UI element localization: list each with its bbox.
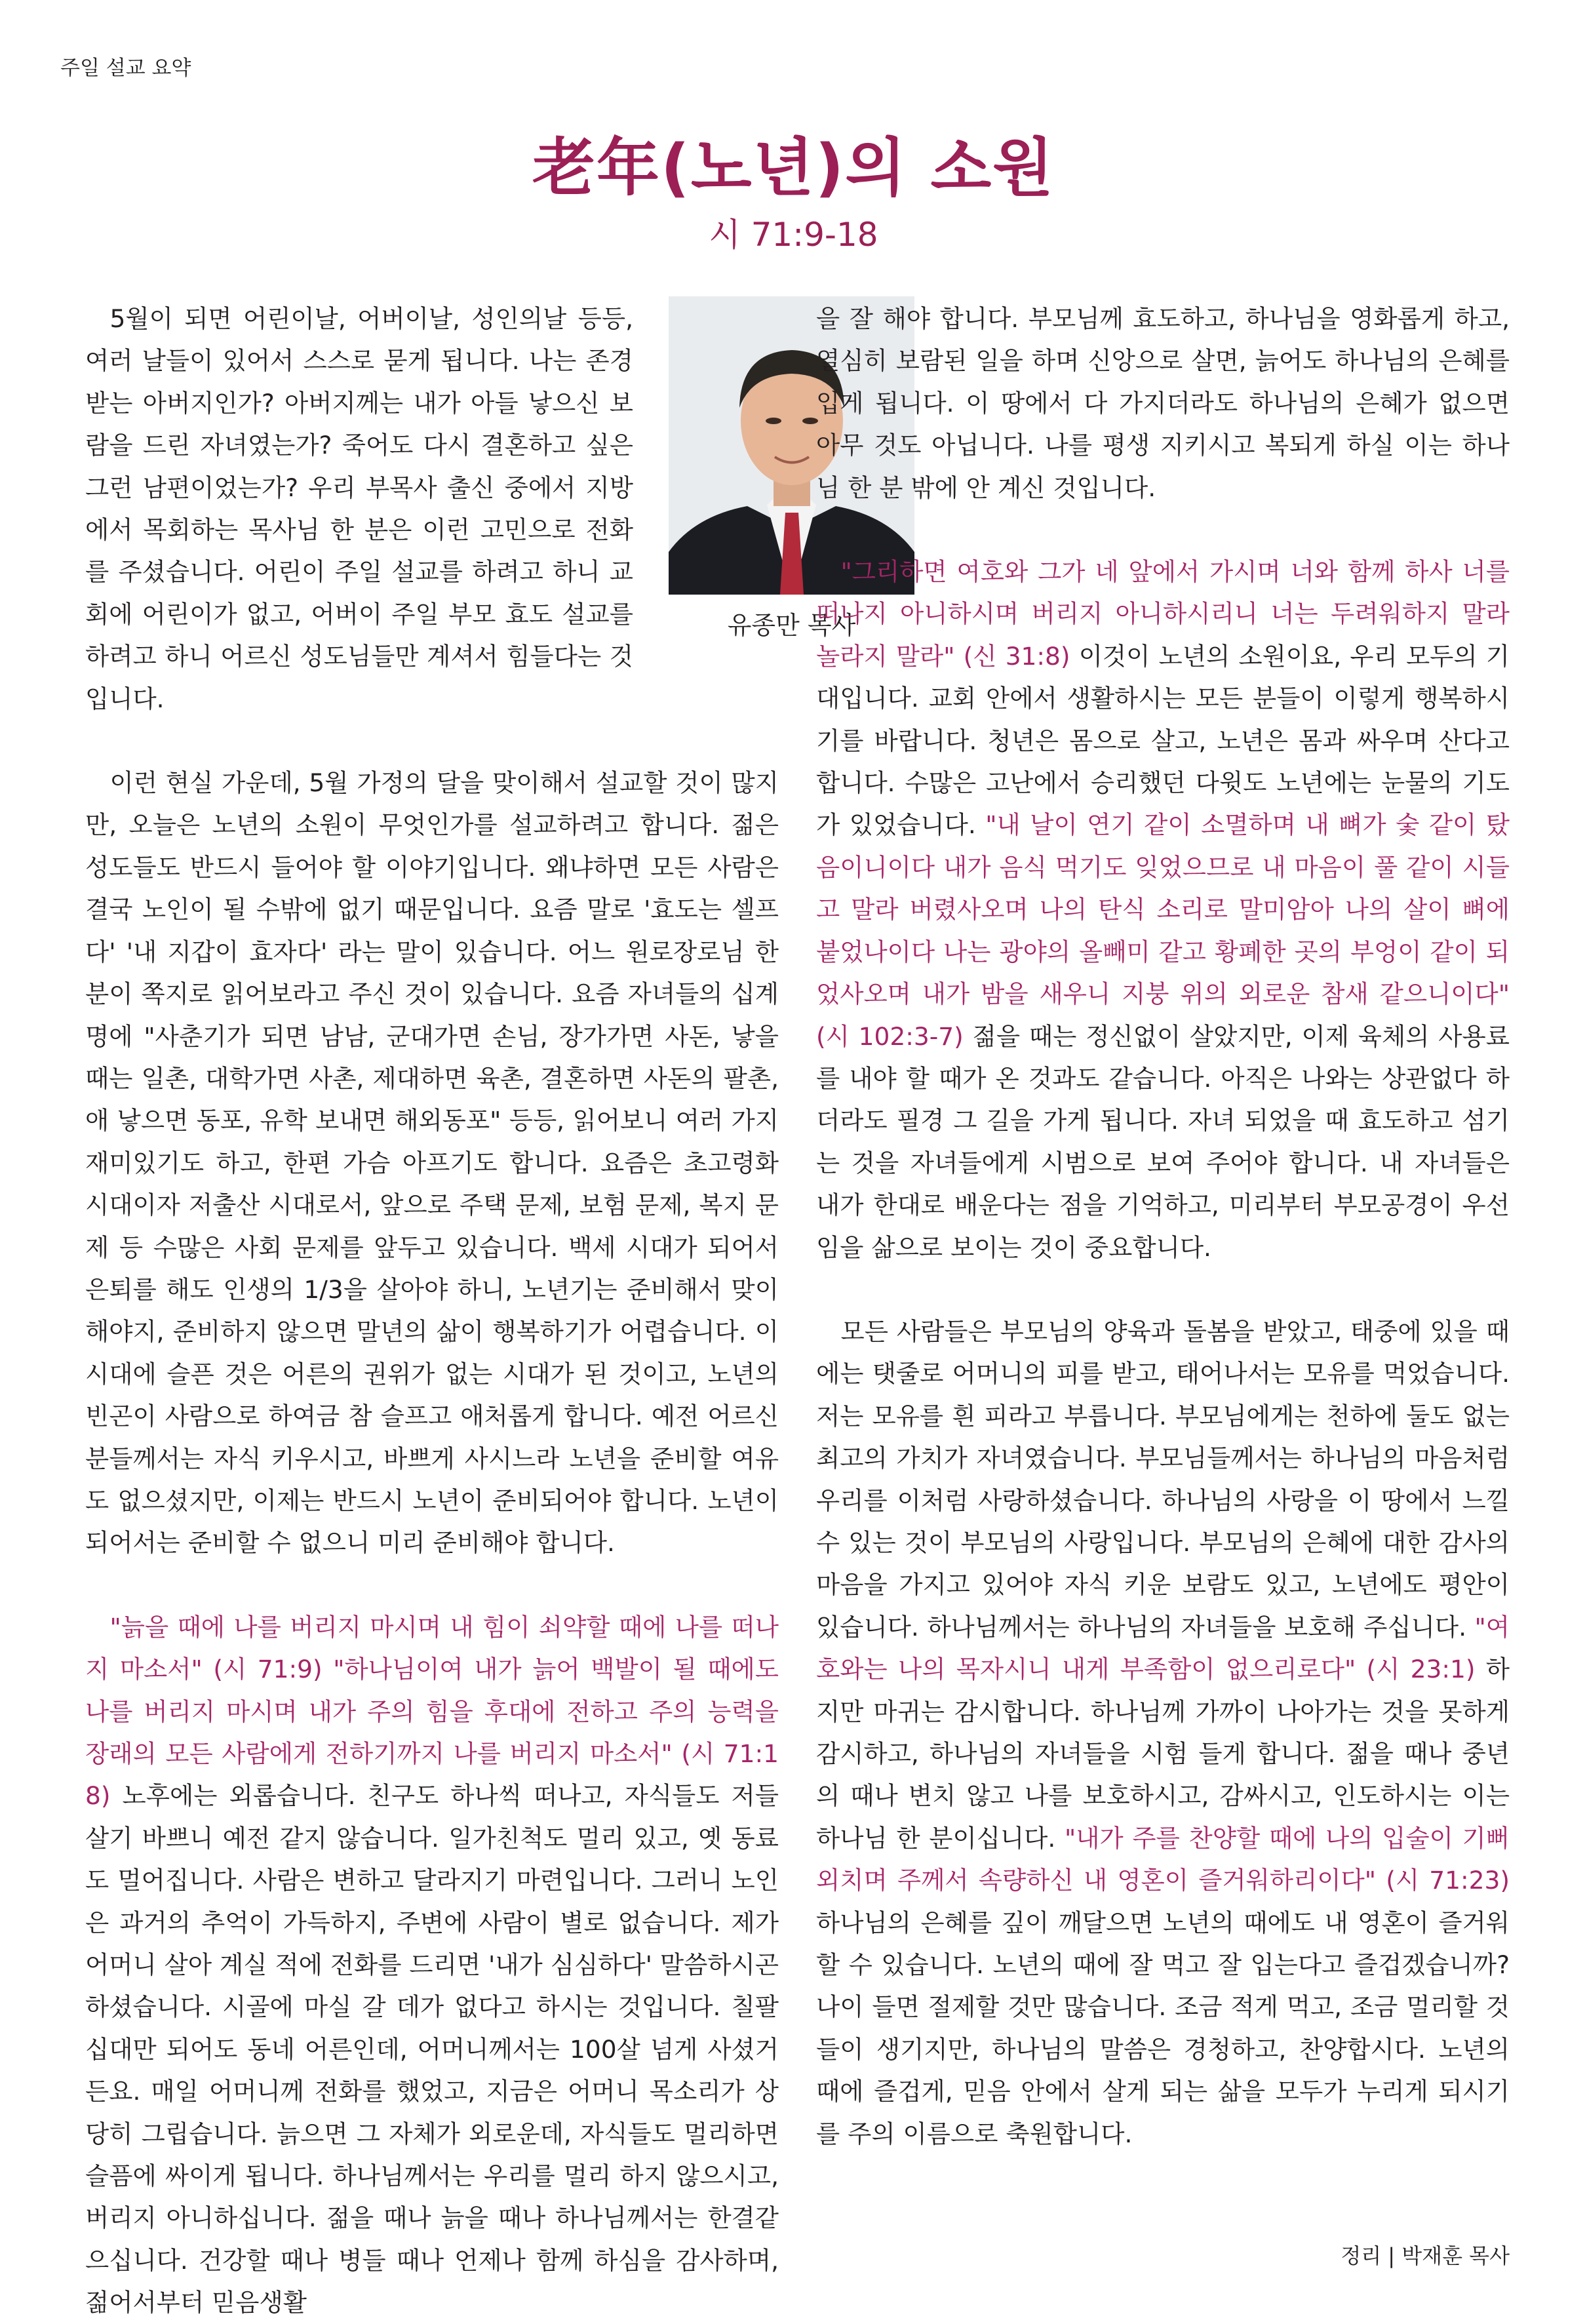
verse-psalm-71-18: "하나님이여 내가 늙어 백발이 될 때에도 나를 버리지 마시며 내가 주의 힘을 후대에 전하고 주의 능력을 장래의 모든 사람에게 전하기까지 나를 버리지 마소서" (시 71:18) [85, 1655, 779, 1811]
editor-credit: 정리 | 박재훈 목사 [1341, 2243, 1510, 2268]
paragraph-text: 이것이 노년의 소원이요, 우리 모두의 기대입니다. 교회 안에서 생활하시는 모든 분들이 이렇게 행복하시기를 바랍니다. 청년은 몸으로 살고, 노년은 몸과 싸우며 산다고 합니다. 수많은 고난에서 승리했던 다윗도 노년에는 눈물의 기도가 있었습니다. [816, 641, 1510, 840]
article-left-column [85, 298, 779, 2324]
verse-psalm-71-9: "늙을 때에 나를 버리지 마시며 내 힘이 쇠약할 때에 나를 떠나지 마소서" (시 71:9) [85, 1612, 779, 1684]
left-column-top-wrap [85, 298, 633, 720]
paragraph-psalm-71 [85, 1606, 779, 2324]
scripture-reference: 시 71:9-18 [709, 216, 878, 254]
section-label: 주일 설교 요약 [60, 56, 191, 80]
author-caption: 유종만 목사 [727, 611, 856, 640]
paragraph-deuteronomy [816, 551, 1510, 1269]
paragraph-text: 하나님의 은혜를 깊이 깨달으면 노년의 때에도 내 영혼이 즐거워할 수 있습니다. 노년의 때에 잘 먹고 잘 입는다고 즐겁겠습니까? 나이 들면 절제할 것만 많습니다. 조금 적게 먹고, 조금 멀리할 것들이 생기지만, 하나님의 말씀은 경청하고, 찬양합시다. 노년의 때에 즐겁게, 믿음 안에서 살게 되는 삶을 모두가 누리게 되시기를 주의 이름으로 축원합니다. [816, 1908, 1510, 2148]
verse-psalm-102: "내 날이 연기 같이 소멸하며 내 뼈가 숯 같이 탔음이니이다 내가 음식 먹기도 잊었으므로 내 마음이 풀 같이 시들고 말라 버렸사오며 나의 탄식 소리로 말미암아 나의 살이 뼈에 붙었나이다 나는 광야의 올빼미 같고 황폐한 곳의 부엉이 같이 되었사오며 내가 밤을 새우니 지붕 위의 외로운 참새 같으니이다" (시 102:3-7) [816, 810, 1510, 1051]
paragraph-text: 하지만 마귀는 감시합니다. 하나님께 가까이 나아가는 것을 못하게 감시하고, 하나님의 자녀들을 시험 들게 합니다. 젊을 때나 중년의 때나 변치 않고 나를 보호하시고, 감싸시고, 인도하시는 이는 하나님 한 분이십니다. [816, 1655, 1510, 1853]
article-right-column [816, 298, 1510, 2155]
paragraph-parents [816, 1310, 1510, 2155]
verse-psalm-71-23: "내가 주를 찬양할 때에 나의 입술이 기뻐 외치며 주께서 속량하신 내 영혼이 즐거워하리이다" (시 71:23) [816, 1823, 1510, 1895]
verse-deut-31-8: "그리하면 여호와 그가 네 앞에서 가시며 너와 함께 하사 너를 떠나지 아니하시며 버리지 아니하시리니 너는 두려워하지 말라 놀라지 말라" (신 31:8) [816, 557, 1510, 671]
paragraph-text: 노후에는 외롭습니다. 친구도 하나씩 떠나고, 자식들도 저들 살기 바쁘니 예전 같지 않습니다. 일가친척도 멀리 있고, 옛 동료도 멀어집니다. 사람은 변하고 달라지기 마련입니다. 그러니 노인은 과거의 추억이 가득하지, 주변에 사람이 별로 없습니다. 제가 어머니 살아 계실 적에 전화를 드리면 '내가 심심하다' 말씀하시곤 하셨습니다. 시골에 마실 갈 데가 없다고 하시는 것입니다. 칠팔십대만 되어도 동네 어른인데, 어머니께서는 100살 넘게 사셨거든요. 매일 어머니께 전화를 했었고, 지금은 어머니 목소리가 상당히 그립습니다. 늙으면 그 자체가 외로운데, 자식들도 멀리하면 슬픔에 싸이게 됩니다. 하나님께서는 우리를 멀리 하지 않으시고, 버리지 아니하십니다. 젊을 때나 늙을 때나 하나님께서는 한결같으십니다. 건강할 때나 병들 때나 언제나 함께 하심을 감사하며, 젊어서부터 믿음생활 [85, 1781, 779, 2317]
sermon-title: 老年(노년)의 소원 [532, 131, 1055, 205]
verse-psalm-23-1: "여호와는 나의 목자시니 내게 부족함이 없으리로다" (시 23:1) [816, 1612, 1510, 1684]
paragraph-text: 젊을 때는 정신없이 살았지만, 이제 육체의 사용료를 내야 할 때가 온 것과도 같습니다. 아직은 나와는 상관없다 하더라도 필경 그 길을 가게 됩니다. 자녀 되었을 때 효도하고 섬기는 것을 자녀들에게 시범으로 보여 주어야 합니다. 내 자녀들은 내가 한대로 배운다는 점을 기억하고, 미리부터 부모공경이 우선임을 삶으로 보이는 것이 중요합니다. [816, 1021, 1510, 1262]
paragraph-intro: 5월이 되면 어린이날, 어버이날, 성인의날 등등, 여러 날들이 있어서 스스로 묻게 됩니다. 나는 존경 받는 아버지인가? 아버지께는 내가 아들 낳으신 보람을 드린 자녀였는가? 죽어도 다시 결혼하고 싶은 그런 남편이었는가? 우리 부목사 출신 중에서 지방에서 목회하는 목사님 한 분은 이런 고민으로 전화를 주셨습니다. 어린이 주일 설교를 하려고 하니 교회에 어린이가 없고, 어버이 주일 부모 효도 설교를 하려고 하니 어르신 성도님들만 계셔서 힘들다는 것입니다. [85, 304, 633, 713]
paragraph-text: 모든 사람들은 부모님의 양육과 돌봄을 받았고, 태중에 있을 때에는 탯줄로 어머니의 피를 받고, 태어나서는 모유를 먹었습니다. 저는 모유를 흰 피라고 부릅니다. 부모님에게는 천하에 둘도 없는 최고의 가치가 자녀였습니다. 부모님들께서는 하나님의 마음처럼 우리를 이처럼 사랑하셨습니다. 하나님의 사랑을 이 땅에서 느낄 수 있는 것이 부모님의 사랑입니다. 부모님의 은혜에 대한 감사의 마음을 가지고 있어야 자식 키운 보람도 있고, 노년에도 평안이 있습니다. 하나님께서는 하나님의 자녀들을 보호해 주십니다. [816, 1316, 1510, 1642]
paragraph-continued: 을 잘 해야 합니다. 부모님께 효도하고, 하나님을 영화롭게 하고, 열심히 보람된 일을 하며 신앙으로 살면, 늙어도 하나님의 은혜를 입게 됩니다. 이 땅에서 다 가지더라도 하나님의 은혜가 없으면 아무 것도 아닙니다. 나를 평생 지키시고 복되게 하실 이는 하나님 한 분 밖에 안 계신 것입니다. [816, 304, 1510, 502]
paragraph-reality: 이런 현실 가운데, 5월 가정의 달을 맞이해서 설교할 것이 많지만, 오늘은 노년의 소원이 무엇인가를 설교하려고 합니다. 젊은 성도들도 반드시 들어야 할 이야기입니다. 왜냐하면 모든 사람은 결국 노인이 될 수밖에 없기 때문입니다. 요즘 말로 '효도는 셀프다' '내 지갑이 효자다' 라는 말이 있습니다. 어느 원로장로님 한 분이 쪽지로 읽어보라고 주신 것이 있습니다. 요즘 자녀들의 십계명에 "사춘기가 되면 남남, 군대가면 손님, 장가가면 사돈, 낳을 때는 일촌, 대학가면 사촌, 제대하면 육촌, 결혼하면 사돈의 팔촌, 애 낳으면 동포, 유학 보내면 해외동포" 등등, 읽어보니 여러 가지 재미있기도 하고, 한편 가슴 아프기도 합니다. 요즘은 초고령화 시대이자 저출산 시대로서, 앞으로 주택 문제, 보험 문제, 복지 문제 등 수많은 사회 문제를 앞두고 있습니다. 백세 시대가 되어서 은퇴를 해도 인생의 1/3을 살아야 하니, 노년기는 준비해서 맞이해야지, 준비하지 않으면 말년의 삶이 행복하기가 어렵습니다. 이 시대에 슬픈 것은 어른의 권위가 없는 시대가 된 것이고, 노년의 빈곤이 사람으로 하여금 참 슬프고 애처롭게 합니다. 예전 어르신 분들께서는 자식 키우시고, 바쁘게 사시느라 노년을 준비할 여유도 없으셨지만, 이제는 반드시 노년이 준비되어야 합니다. 노년이 되어서는 준비할 수 없으니 미리 준비해야 합니다. [85, 768, 779, 1558]
